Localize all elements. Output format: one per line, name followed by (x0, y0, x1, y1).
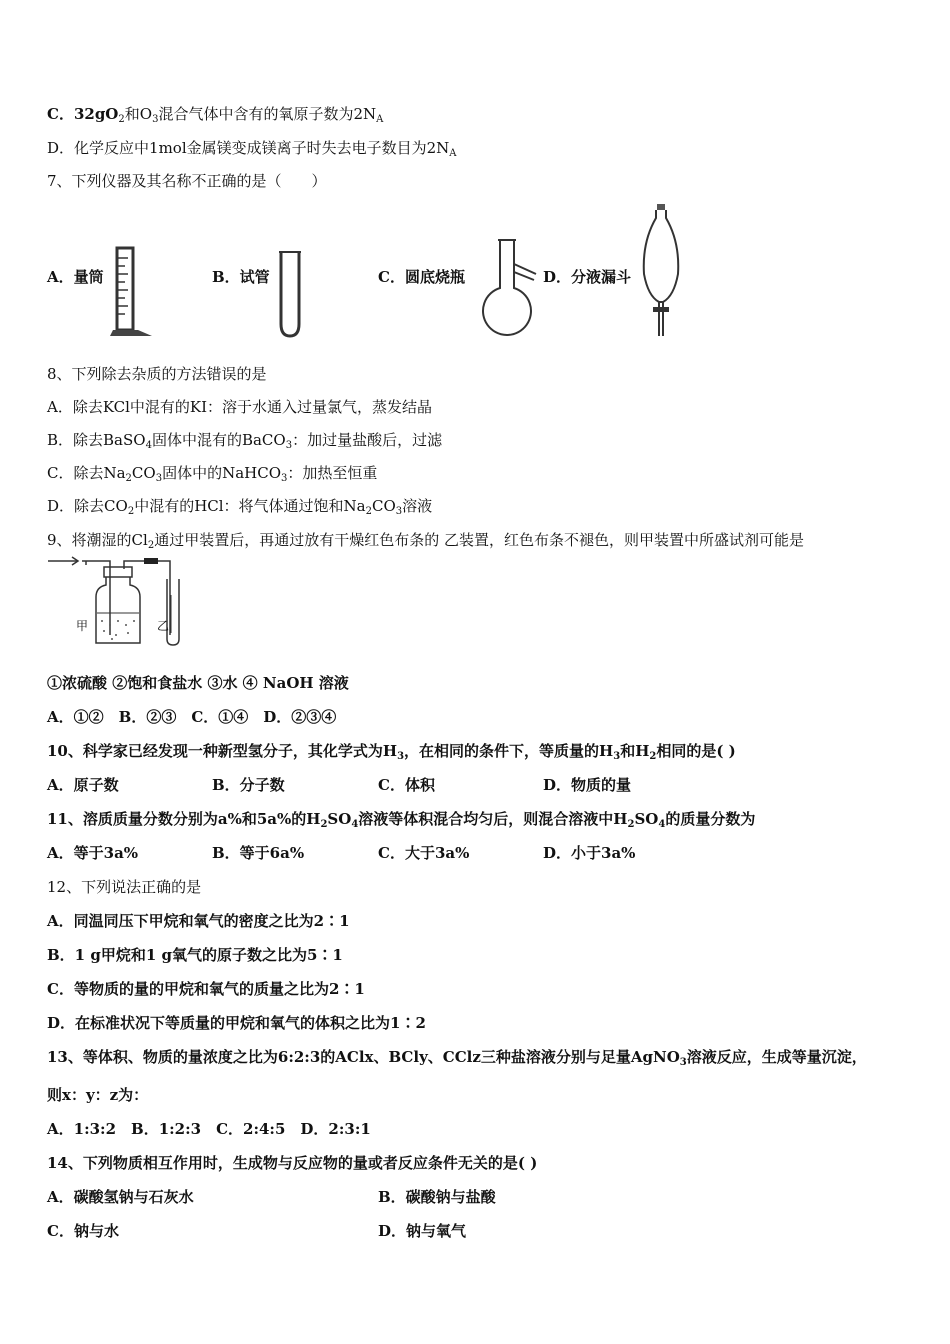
round-bottom-flask-icon (470, 236, 542, 340)
q9-options: A．①② B．②③ C．①④ D．②③④ (47, 708, 337, 726)
q8-option-a: A．除去KCl中混有的KI：溶于水通入过量氯气，蒸发结晶 (47, 398, 433, 416)
q11-option-c: C．大于3a% (378, 844, 470, 862)
q10-option-d: D．物质的量 (543, 776, 632, 794)
q7-option-c: C．圆底烧瓶 (378, 268, 465, 286)
q10-stem: 10、科学家已经发现一种新型氢分子，其化学式为$H_3$，在相同的条件下，等质量的$H_3$和$H_2$相同的是( ) (47, 742, 736, 762)
q10-option-c: C．体积 (378, 776, 435, 794)
q14-option-d: D．钠与氧气 (378, 1222, 467, 1240)
q10-option-b: B．分子数 (212, 776, 285, 794)
q8-option-b: B．除去BaSO$_4$固体中混有的BaCO$_3$：加过量盐酸后，过滤 (47, 431, 443, 451)
q12-option-b: B．1 g甲烷和1 g氧气的原子数之比为5∶1 (47, 946, 343, 964)
test-tube-icon (276, 250, 304, 340)
q12-stem: 12、下列说法正确的是 (47, 878, 202, 896)
q6-option-d: D．化学反应中1mol金属镁变成镁离子时失去电子数目为$2N_A$ (47, 139, 457, 159)
q13-stem: 13、等体积、物质的量浓度之比为6:2:3的AClx、BCly、CClz三种盐溶液分别与足量AgNO$_3$溶液反应，生成等量沉淀， (47, 1048, 867, 1068)
q8-option-c: C．除去$Na_2CO_3$固体中的NaHCO$_3$：加热至恒重 (47, 464, 378, 484)
label-yi: 乙 (157, 619, 170, 633)
q8-stem: 8、下列除去杂质的方法错误的是 (47, 365, 267, 383)
q12-option-c: C．等物质的量的甲烷和氧气的质量之比为2∶1 (47, 980, 365, 998)
q13-stem-line2: 则x：y：z为： (47, 1086, 149, 1104)
q10-option-a: A．原子数 (47, 776, 119, 794)
q14-option-a: A．碳酸氢钠与石灰水 (47, 1188, 194, 1206)
label-jia: 甲 (76, 619, 89, 633)
separatory-funnel-icon (638, 202, 684, 340)
q12-option-d: D．在标准状况下等质量的甲烷和氧气的体积之比为1∶2 (47, 1014, 426, 1032)
q7-option-d: D．分液漏斗 (543, 268, 632, 286)
q11-option-d: D．小于3a% (543, 844, 636, 862)
q11-option-b: B．等于6a% (212, 844, 305, 862)
q6-option-c: C．$32gO_2$和$O_3$混合气体中含有的氧原子数为$2N_A$ (47, 105, 384, 125)
q9-stem: 9、将潮湿的$Cl_2$通过甲装置后，再通过放有干燥红色布条的 乙装置，红色布条不褪色，则甲装置中所盛试剂可能是 (47, 531, 804, 551)
q9-choices: ①浓硫酸 ②饱和食盐水 ③水 ④ NaOH 溶液 (47, 674, 349, 692)
q7-stem: 7、下列仪器及其名称不正确的是（ ） (47, 172, 327, 190)
q8-option-d: D．除去$CO_2$中混有的HCl：将气体通过饱和$Na_2CO_3$溶液 (47, 497, 433, 517)
q7-option-b: B．试管 (212, 268, 270, 286)
q7-option-a: A．量筒 (47, 268, 104, 286)
q14-option-c: C．钠与水 (47, 1222, 119, 1240)
q11-stem: 11、溶质质量分数分别为a%和5a%的$H_2SO_4$溶液等体积混合均匀后，则混合溶液中$H_2SO_4$的质量分数为 (47, 810, 756, 830)
q13-options: A．1:3:2 B．1:2:3 C．2:4:5 D．2:3:1 (47, 1120, 371, 1138)
q12-option-a: A．同温同压下甲烷和氧气的密度之比为2∶1 (47, 912, 350, 930)
q14-stem: 14、下列物质相互作用时，生成物与反应物的量或者反应条件无关的是( ) (47, 1154, 538, 1172)
q11-option-a: A．等于3a% (47, 844, 139, 862)
gas-washing-apparatus-diagram (46, 555, 206, 651)
q14-option-b: B．碳酸钠与盐酸 (378, 1188, 496, 1206)
graduated-cylinder-icon (108, 244, 156, 340)
